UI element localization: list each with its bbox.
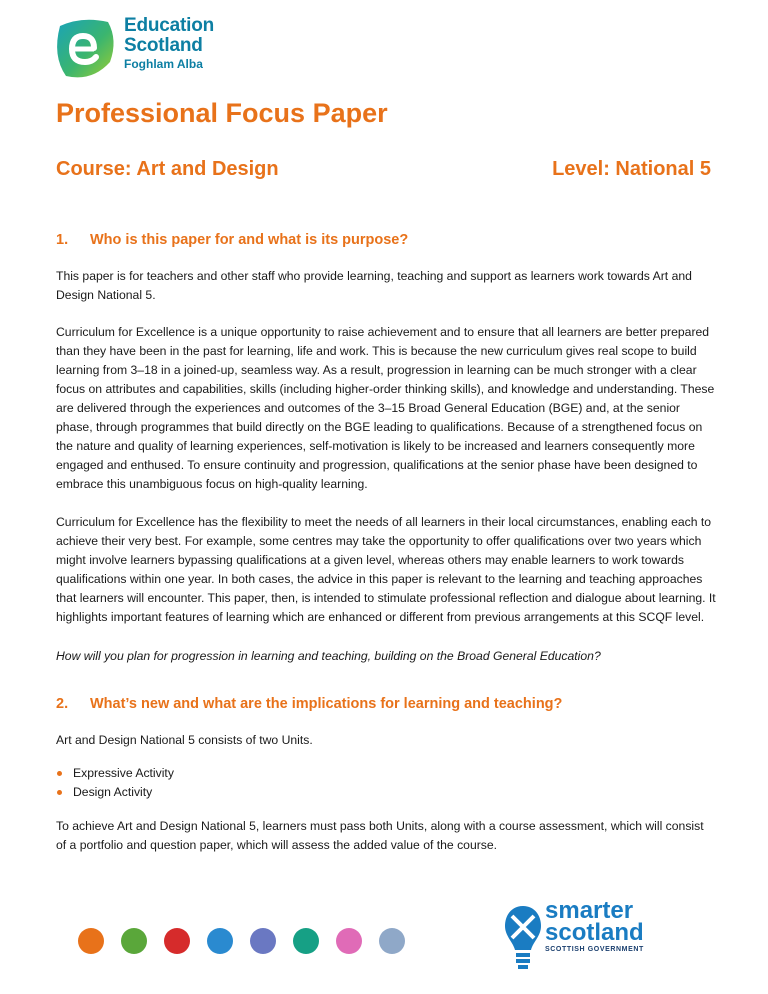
section-1-number: 1.: [56, 232, 69, 248]
footer-dot-blue: [207, 928, 233, 954]
education-scotland-e-icon: [52, 16, 118, 82]
footer-dot-grey: [379, 928, 405, 954]
page-title: Professional Focus Paper: [56, 98, 388, 128]
section-1-heading: [56, 232, 408, 248]
units-list: [56, 764, 174, 802]
list-item: Expressive Activity: [56, 764, 174, 783]
section-2-number: 2.: [56, 696, 69, 712]
footer-dot-orange: [78, 928, 104, 954]
section-1-paragraph-1: This paper is for teachers and other staff who provide learning, teaching and support as learners work towards Art and Design National 5.: [56, 269, 692, 302]
logo-line-2: Scotland: [124, 35, 203, 56]
section-2-title: What’s new and what are the implications for learning and teaching?: [90, 696, 563, 712]
footer-dot-green: [121, 928, 147, 954]
brand-line-3: SCOTTISH GOVERNMENT: [545, 946, 644, 953]
logo-wordmark: [124, 16, 214, 70]
footer-dot-purple: [250, 928, 276, 954]
list-item: Design Activity: [56, 783, 174, 802]
section-2-intro: Art and Design National 5 consists of two Units.: [56, 733, 313, 747]
section-2-closing: To achieve Art and Design National 5, learners must pass both Units, along with a course assessment, which will consist of a portfolio and question paper, which will assess the added value of the course.: [56, 819, 704, 852]
footer-dot-pink: [336, 928, 362, 954]
brand-line-2: scotland: [545, 919, 644, 946]
smarter-scotland-logo: [503, 898, 663, 978]
level-label: Level: National 5: [552, 158, 711, 180]
logo-line-1: Education: [124, 15, 215, 36]
section-2-heading: [56, 696, 562, 712]
smarter-scotland-wordmark: [545, 897, 644, 953]
brand-line-1: smarter: [545, 897, 634, 924]
footer-dot-red: [164, 928, 190, 954]
logo-line-3: Foghlam Alba: [124, 57, 203, 71]
education-scotland-logo: [52, 16, 222, 86]
section-1-paragraph-3: Curriculum for Excellence has the flexibility to meet the needs of all learners in their local circumstances, enabling each to achieve their very best. For example, some centres may take the opportunity to offer qualifications over two years which might involve learners bypassing qualifications at a given level, whereas others may enable learners to work towards qualifications within one year. In both cases, the advice in this paper is relevant to the learning and teaching approaches that learners will encounter. This paper, then, is intended to stimulate professional reflection and dialogue about learning. It highlights important features of learning which are enhanced or different from previous arrangements at this SCQF level.: [56, 515, 716, 624]
section-1-paragraph-2: Curriculum for Excellence is a unique opportunity to raise achievement and to ensure that all learners are better prepared than they have been in the past for learning, life and work. This is because the new curriculum gives real scope to build learning from 3–18 in a joined-up, seamless way. As a result, progression in learning can be much stronger with a clear focus on attributes and capabilities, skills (including higher-order thinking skills), and knowledge and understanding. These are delivered through the experiences and outcomes of the 3–15 Broad General Education (BGE) and, at the senior phase, through programmes that build directly on the BGE leading to qualifications. Because of a strengthened focus on the nature and quality of learning experiences, self-motivation is likely to be increased and learners consequently more engaged and enthused. To ensure continuity and progression, qualifications at the senior phase have been designed to embrace this unambiguous focus on high-quality learning.: [56, 325, 715, 491]
section-1-question: How will you plan for progression in learning and teaching, building on the Broad General Education?: [56, 649, 601, 663]
saltire-bulb-icon: [503, 902, 543, 972]
bullet-icon: [57, 790, 62, 795]
section-1-title: Who is this paper for and what is its purpose?: [90, 232, 409, 248]
course-label: Course: Art and Design: [56, 158, 279, 180]
footer-dot-teal: [293, 928, 319, 954]
bullet-icon: [57, 771, 62, 776]
